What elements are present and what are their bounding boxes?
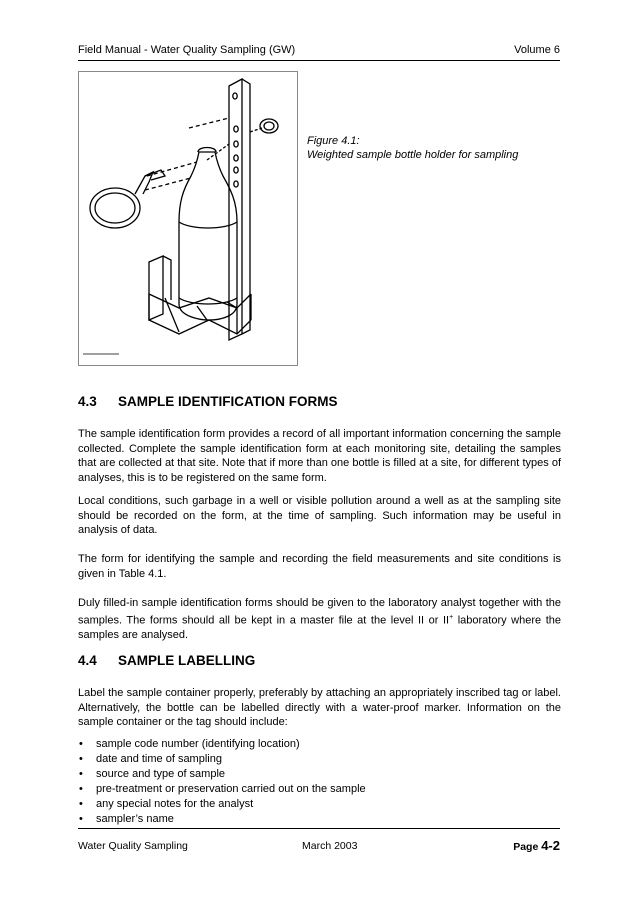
- footer-page-number: [513, 838, 560, 853]
- list-item: • any special notes for the analyst: [78, 797, 561, 812]
- list-item: • sampler’s name: [78, 812, 561, 827]
- page-header: [78, 42, 560, 61]
- figure-caption: [307, 134, 518, 162]
- footer-date: March 2003: [302, 840, 358, 852]
- list-item: • source and type of sample: [78, 767, 561, 782]
- figure-frame: [78, 71, 298, 366]
- paragraph: Label the sample container properly, preferably by attaching an appropriately inscribed tag or label. Alternatively, the bottle can be labelled directly with a water-proof marker. Information on the sample container or the tag should include:: [78, 687, 561, 728]
- paragraph: Local conditions, such garbage in a well or visible pollution around a well as at the sampling site should be recorded on the form, at the time of sampling. Such information may be useful in analysis of data.: [78, 495, 561, 536]
- section-number: 4.4: [78, 653, 97, 668]
- label-contents-list: [78, 737, 561, 827]
- header-volume: Volume 6: [514, 44, 560, 56]
- paragraph-text: Duly filled-in sample identification forms should be given to the laboratory analyst together with the samples. The forms should all be kept in a master file at the level II or II: [78, 597, 561, 627]
- page-label: Page: [513, 841, 542, 853]
- header-manual-title: Field Manual - Water Quality Sampling (GW): [78, 44, 296, 56]
- list-item: • date and time of sampling: [78, 752, 561, 767]
- paragraph: [78, 596, 561, 642]
- section-title: SAMPLE LABELLING: [118, 653, 256, 668]
- superscript-plus: +: [449, 613, 454, 621]
- list-item: • sample code number (identifying location): [78, 737, 561, 752]
- section-heading-4-3: [78, 394, 338, 409]
- section-title: SAMPLE IDENTIFICATION FORMS: [118, 394, 338, 409]
- figure-caption-label: Figure 4.1:: [307, 135, 360, 147]
- figure-caption-text: Weighted sample bottle holder for sampling: [307, 149, 519, 161]
- page-number: 4-2: [541, 838, 560, 853]
- page-footer: [78, 828, 560, 851]
- paragraph-text: laboratory where the samples are analysed.: [78, 614, 561, 641]
- section-heading-4-4: [78, 653, 255, 668]
- paragraph: The form for identifying the sample and recording the field measurements and site conditions is given in Table 4.1.: [78, 553, 561, 580]
- footer-document-title: Water Quality Sampling: [78, 840, 188, 852]
- bottle-holder-illustration: [79, 72, 297, 365]
- section-number: 4.3: [78, 394, 97, 409]
- paragraph: The sample identification form provides a record of all important information concerning the sample collected. Complete the sample identification form at each monitoring site, detailing the samples that are collected at that site. Note that if more than one bottle is filled at a site, for different types of analyses, this is to be registered on the same form.: [78, 428, 561, 484]
- list-item: • pre-treatment or preservation carried out on the sample: [78, 782, 561, 797]
